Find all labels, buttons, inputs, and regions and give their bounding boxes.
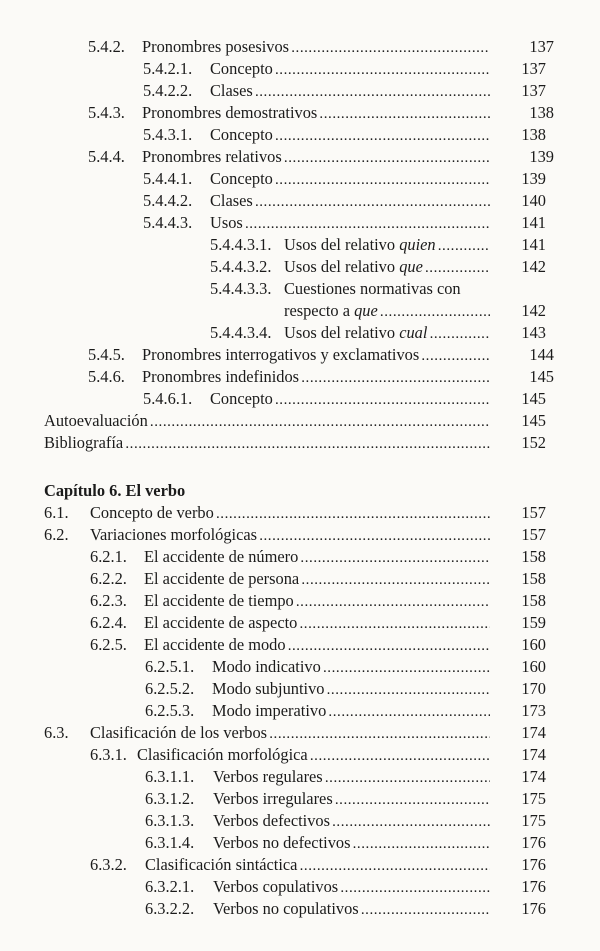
entry-page: 144 (529, 345, 554, 364)
entry-page: 174 (521, 767, 546, 786)
toc-entry-6-2-5-1 (145, 656, 546, 678)
entry-title-italic: quien (399, 235, 436, 254)
entry-page: 137 (521, 81, 546, 100)
toc-entry-5-4-5 (88, 344, 554, 366)
entry-title: El accidente de tiempo . . . (144, 590, 490, 613)
toc-entry-6-2-5-2 (145, 678, 546, 700)
entry-title: Concepto . . . (210, 58, 490, 81)
entry-number: 6.3.1.4. (145, 833, 195, 852)
entry-number: 5.4.2.1. (143, 59, 193, 78)
entry-title-text: Usos del relativo (284, 235, 396, 254)
entry-number: 5.4.5. (88, 345, 125, 364)
entry-title (284, 322, 490, 345)
entry-title: Modo imperativo . . . (212, 700, 490, 723)
entry-title: Verbos no copulativos . . . (213, 898, 490, 921)
toc-entry-6-2-3 (90, 590, 546, 612)
toc-entry-6-2-4 (90, 612, 546, 634)
toc-entry-5-4-4-3-3-cont (284, 300, 546, 322)
toc-entry-5-4-4-3-2 (210, 256, 546, 278)
entry-number: 6.3.1.3. (145, 811, 195, 830)
entry-page: 139 (521, 169, 546, 188)
entry-number: 6.2.5.1. (145, 657, 195, 676)
toc-entry-5-4-6 (88, 366, 554, 388)
entry-page: 142 (521, 257, 546, 276)
toc-entry-bibliografia (44, 432, 546, 454)
entry-page: 170 (521, 679, 546, 698)
entry-title: Concepto . . . (210, 168, 490, 191)
entry-page: 157 (521, 525, 546, 544)
toc-entry-6-3-1-1 (145, 766, 546, 788)
entry-number: 5.4.6. (88, 367, 125, 386)
entry-title-text: Usos del relativo (284, 323, 396, 342)
entry-title: Verbos irregulares . . . (213, 788, 490, 811)
entry-number: 6.2. (44, 525, 69, 544)
toc-entry-5-4-4-3 (143, 212, 546, 234)
entry-title: Modo subjuntivo . . . (212, 678, 490, 701)
entry-title: Pronombres relativos . . . (142, 146, 490, 169)
entry-number: 5.4.4. (88, 147, 125, 166)
entry-page: 173 (521, 701, 546, 720)
entry-page: 143 (521, 323, 546, 342)
toc-entry-5-4-3 (88, 102, 554, 124)
entry-number: 5.4.4.2. (143, 191, 193, 210)
toc-entry-6-2-5 (90, 634, 546, 656)
entry-page: 158 (521, 591, 546, 610)
entry-number: 6.1. (44, 503, 69, 522)
toc-entry-6-2-2 (90, 568, 546, 590)
entry-title: Autoevaluación . . . (44, 410, 490, 433)
toc-entry-autoevaluacion (44, 410, 546, 432)
entry-number: 5.4.4.1. (143, 169, 193, 188)
entry-title-text: respecto a (284, 301, 350, 320)
entry-page: 137 (529, 37, 554, 56)
entry-number: 5.4.4.3.1. (210, 235, 272, 254)
entry-page: 138 (521, 125, 546, 144)
entry-title-italic: que (354, 301, 378, 320)
entry-title: Clasificación morfológica . . . (137, 744, 490, 767)
entry-page: 145 (529, 367, 554, 386)
toc-entry-5-4-2 (88, 36, 554, 58)
entry-title: Clasificación sintáctica . . . (145, 854, 490, 877)
entry-title: Clases . . . (210, 80, 490, 103)
entry-number: 6.3.2.1. (145, 877, 195, 896)
entry-title: Verbos copulativos . . . (213, 876, 490, 899)
entry-page: 158 (521, 547, 546, 566)
entry-number: 5.4.4.3. (143, 213, 193, 232)
entry-number: 6.2.2. (90, 569, 127, 588)
entry-page: 160 (521, 657, 546, 676)
entry-title: El accidente de aspecto . . . (144, 612, 490, 635)
entry-page: 142 (521, 301, 546, 320)
entry-title: El accidente de modo . . . (144, 634, 490, 657)
entry-title: Pronombres interrogativos y exclamativos . . . (142, 344, 490, 367)
toc-entry-5-4-4 (88, 146, 554, 168)
toc-entry-6-3-1-2 (145, 788, 546, 810)
entry-title: Concepto . . . (210, 124, 490, 147)
entry-number: 5.4.2. (88, 37, 125, 56)
toc-entry-6-3-2-1 (145, 876, 546, 898)
toc-entry-5-4-4-3-3 (210, 278, 490, 300)
entry-number: 5.4.6.1. (143, 389, 193, 408)
entry-title: Clasificación de los verbos . . . (90, 722, 490, 745)
entry-page: 145 (521, 389, 546, 408)
toc-entry-6-3-2 (90, 854, 546, 876)
entry-number: 6.2.1. (90, 547, 127, 566)
entry-page: 160 (521, 635, 546, 654)
entry-page: 145 (521, 411, 546, 430)
entry-page: 141 (521, 235, 546, 254)
entry-title: Pronombres demostrativos . . . (142, 102, 490, 125)
toc-entry-5-4-4-2 (143, 190, 546, 212)
entry-page: 157 (521, 503, 546, 522)
entry-title: Verbos defectivos . . . (213, 810, 490, 833)
entry-number: 5.4.4.3.2. (210, 257, 272, 276)
toc-entry-5-4-4-1 (143, 168, 546, 190)
toc-entry-6-2 (44, 524, 546, 546)
entry-page: 175 (521, 811, 546, 830)
entry-title: Bibliografía . . . (44, 432, 490, 455)
entry-title-text: Usos del relativo (284, 257, 396, 276)
entry-title: El accidente de persona . . . (144, 568, 490, 591)
entry-title: Pronombres indefinidos . . . (142, 366, 490, 389)
entry-number: 6.3.1. (90, 745, 127, 764)
entry-title: Variaciones morfológicas . . . (90, 524, 490, 547)
entry-page: 138 (529, 103, 554, 122)
entry-page: 176 (521, 899, 546, 918)
entry-title: Verbos regulares . . . (213, 766, 490, 789)
toc-entry-6-3-2-2 (145, 898, 546, 920)
entry-page: 159 (521, 613, 546, 632)
entry-title: Concepto . . . (210, 388, 490, 411)
entry-title: Pronombres posesivos . . . (142, 36, 490, 59)
entry-number: 5.4.3.1. (143, 125, 193, 144)
entry-number: 6.2.5.2. (145, 679, 195, 698)
toc-entry-5-4-3-1 (143, 124, 546, 146)
entry-page: 175 (521, 789, 546, 808)
toc-entry-6-2-1 (90, 546, 546, 568)
entry-number: 6.3.2. (90, 855, 127, 874)
entry-number: 5.4.4.3.3. (210, 279, 272, 298)
entry-page: 174 (521, 723, 546, 742)
entry-page: 141 (521, 213, 546, 232)
entry-number: 6.3.1.1. (145, 767, 195, 786)
entry-number: 6.2.5.3. (145, 701, 195, 720)
entry-title-italic: cual (399, 323, 428, 342)
entry-title (284, 234, 490, 257)
entry-title (284, 300, 490, 323)
entry-number: 6.3.1.2. (145, 789, 195, 808)
toc-entry-6-3-1 (90, 744, 546, 766)
entry-title: Clases . . . (210, 190, 490, 213)
entry-page: 176 (521, 833, 546, 852)
entry-title: Modo indicativo . . . (212, 656, 490, 679)
entry-number: 6.3.2.2. (145, 899, 195, 918)
entry-number: 6.3. (44, 723, 69, 742)
toc-entry-5-4-6-1 (143, 388, 546, 410)
toc-entry-6-1 (44, 502, 546, 524)
entry-page: 152 (521, 433, 546, 452)
entry-page: 176 (521, 855, 546, 874)
entry-title (284, 256, 490, 279)
entry-page: 140 (521, 191, 546, 210)
entry-title: Usos . . . (210, 212, 490, 235)
chapter-heading: Capítulo 6. El verbo (44, 481, 186, 500)
toc-entry-5-4-4-3-1 (210, 234, 546, 256)
toc-entry-5-4-2-1 (143, 58, 546, 80)
entry-title: Verbos no defectivos . . . (213, 832, 490, 855)
entry-title: Cuestiones normativas con (284, 279, 461, 298)
toc-entry-5-4-2-2 (143, 80, 546, 102)
entry-number: 5.4.3. (88, 103, 125, 122)
entry-page: 137 (521, 59, 546, 78)
entry-page: 174 (521, 745, 546, 764)
entry-number: 5.4.4.3.4. (210, 323, 272, 342)
entry-page: 158 (521, 569, 546, 588)
toc-entry-6-3-1-3 (145, 810, 546, 832)
entry-title: Concepto de verbo . . . (90, 502, 490, 525)
toc-entry-6-3-1-4 (145, 832, 546, 854)
entry-number: 6.2.3. (90, 591, 127, 610)
entry-title-italic: que (399, 257, 423, 276)
entry-number: 6.2.4. (90, 613, 127, 632)
toc-entry-6-3 (44, 722, 546, 744)
entry-number: 5.4.2.2. (143, 81, 193, 100)
toc-entry-6-2-5-3 (145, 700, 546, 722)
entry-title: El accidente de número . . . (144, 546, 490, 569)
entry-page: 139 (529, 147, 554, 166)
entry-page: 176 (521, 877, 546, 896)
entry-number: 6.2.5. (90, 635, 127, 654)
toc-entry-5-4-4-3-4 (210, 322, 546, 344)
